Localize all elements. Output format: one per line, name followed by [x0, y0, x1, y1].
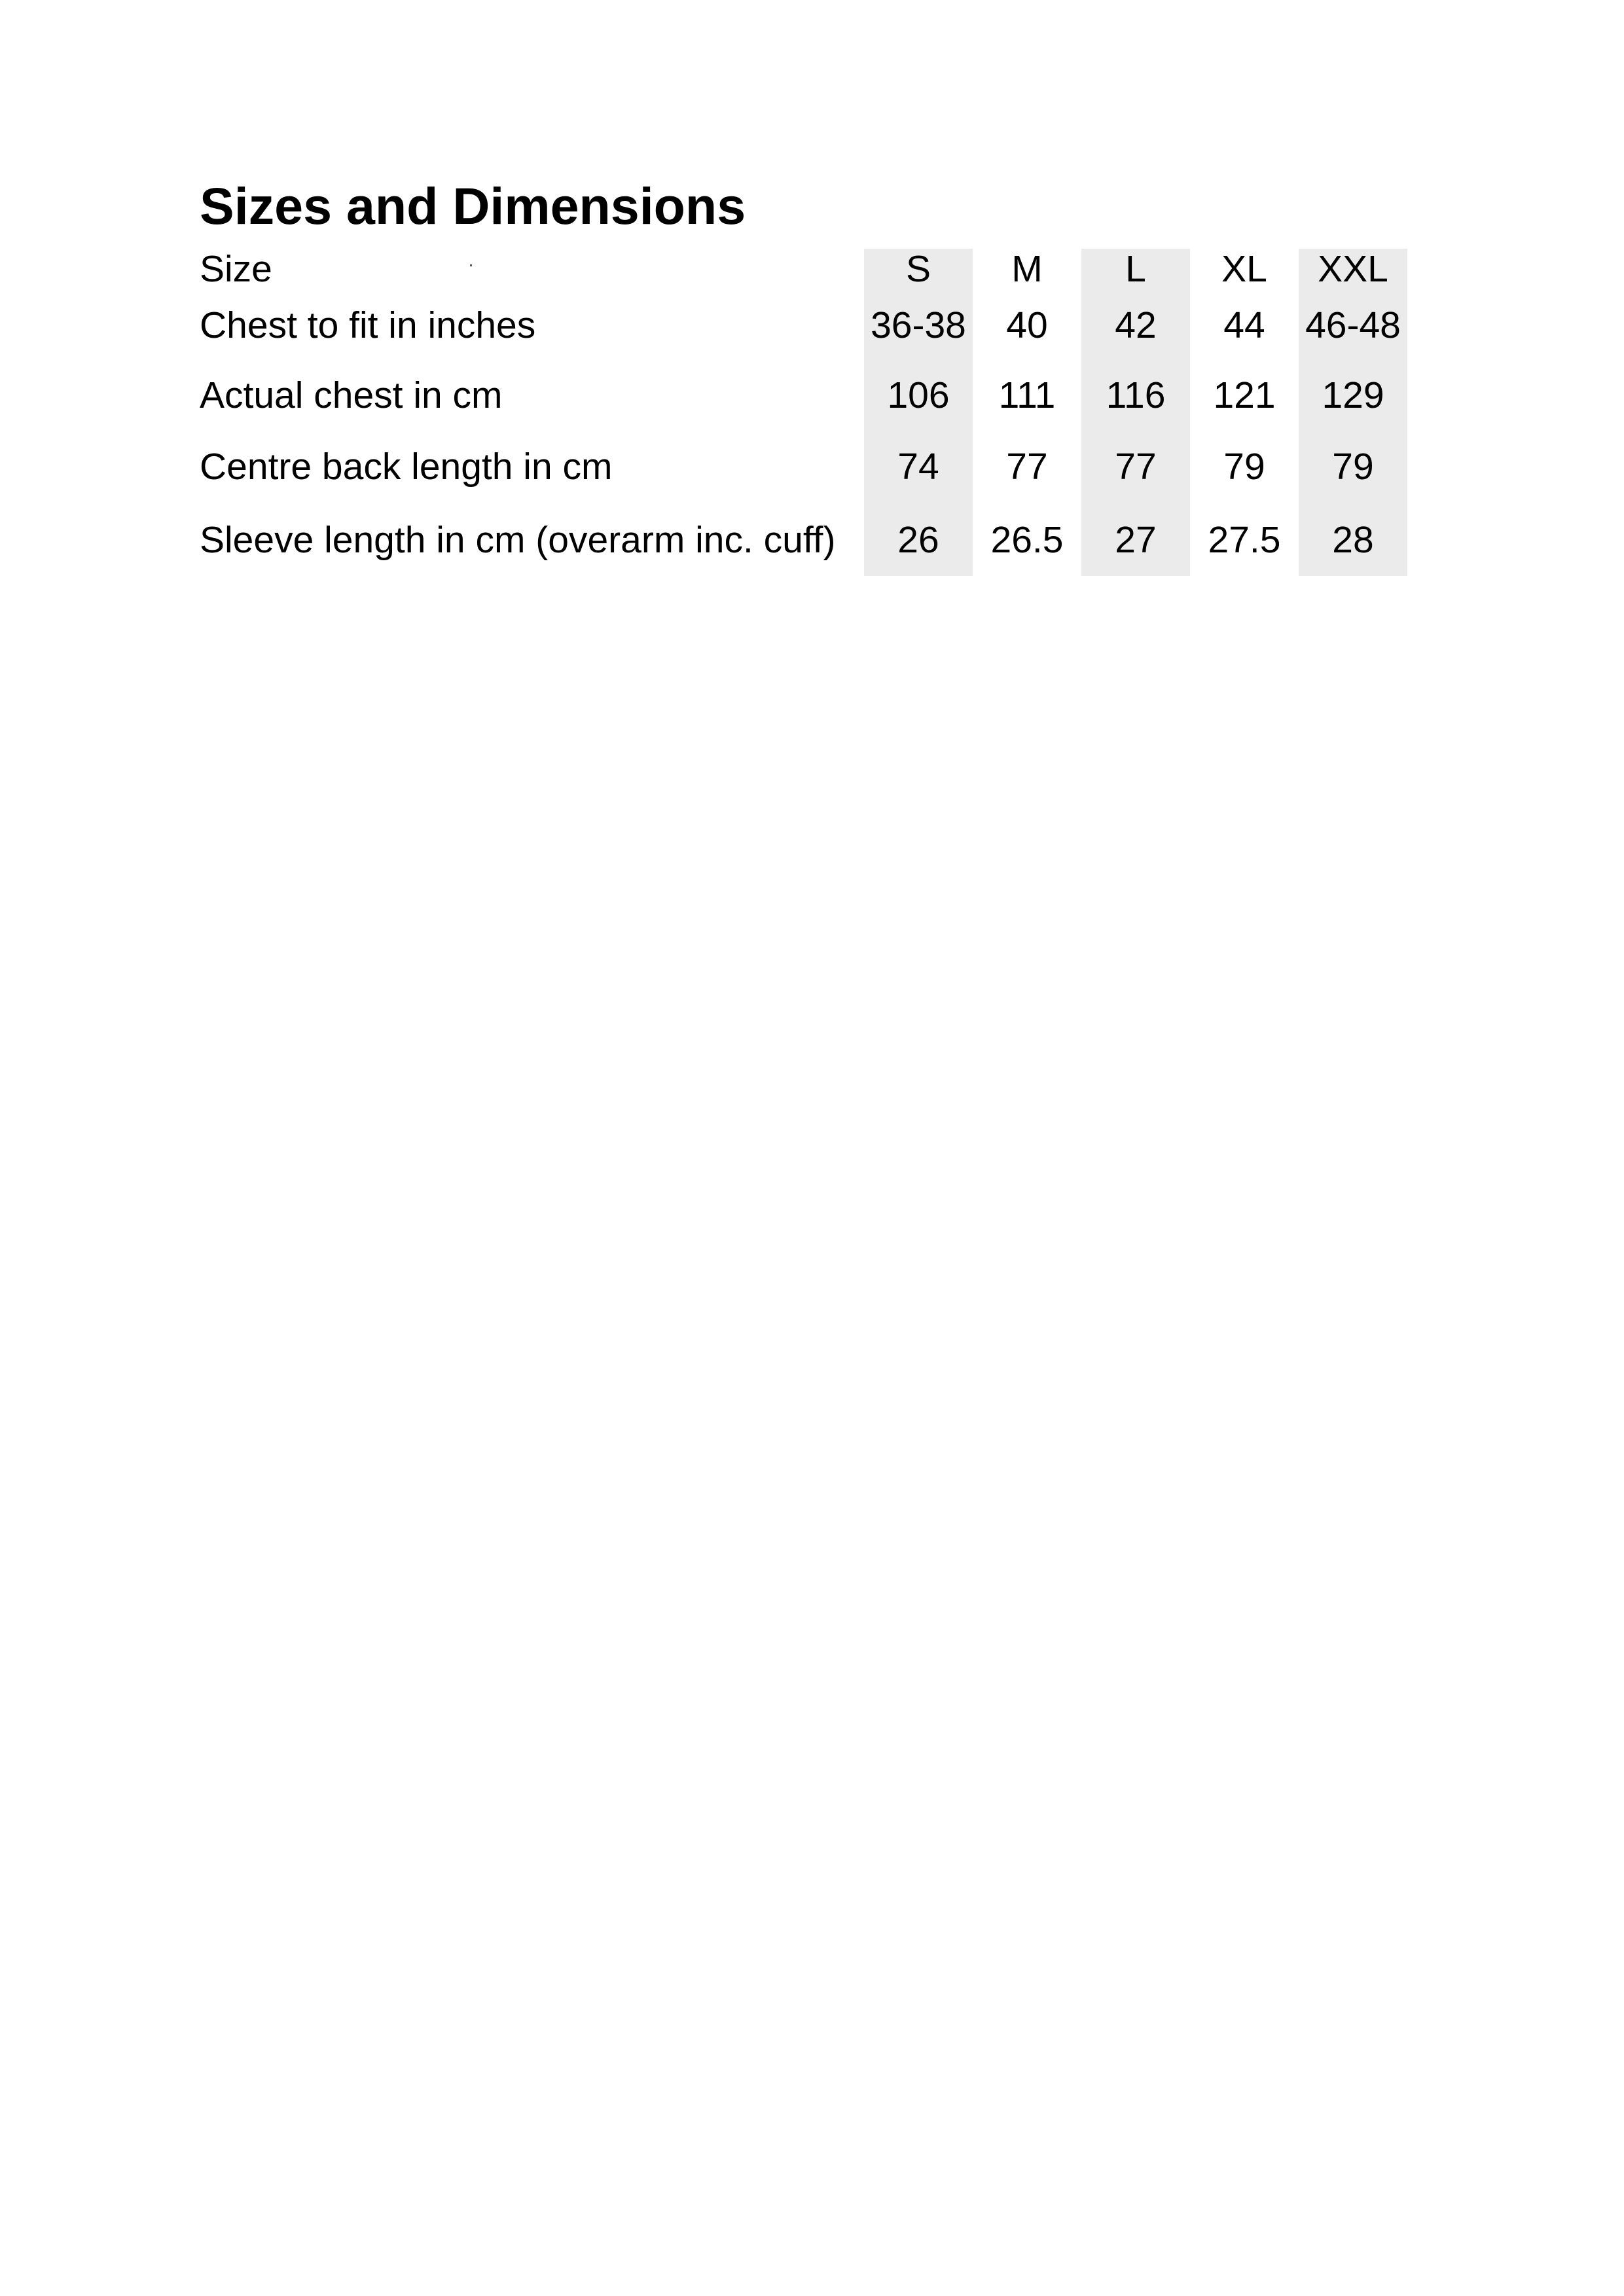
- table-cell: 44: [1223, 304, 1265, 346]
- size-table: [200, 249, 1407, 576]
- table-cell: 121: [1213, 374, 1276, 416]
- table-cell: 77: [1006, 446, 1048, 488]
- table-cell: 111: [998, 374, 1056, 416]
- size-header-l: L: [1081, 249, 1190, 289]
- table-row: [200, 504, 1407, 576]
- table-cell: 74: [864, 430, 973, 504]
- size-header-xxl: XXL: [1299, 249, 1407, 289]
- row-label-sleeve-length: Sleeve length in cm (overarm inc. cuff): [200, 518, 836, 561]
- table-cell: 42: [1081, 289, 1190, 361]
- table-cell: 40: [1006, 304, 1048, 346]
- table-cell: 116: [1081, 361, 1190, 430]
- table-row: [200, 289, 1407, 361]
- table-cell: 79: [1299, 430, 1407, 504]
- size-label: Size: [200, 247, 272, 290]
- table-cell: 129: [1299, 361, 1407, 430]
- row-label-actual-chest: Actual chest in cm: [200, 374, 503, 416]
- size-header-m: M: [1011, 247, 1043, 290]
- table-cell: 77: [1081, 430, 1190, 504]
- row-label-centre-back-length: Centre back length in cm: [200, 446, 613, 488]
- table-cell: 26: [864, 504, 973, 576]
- size-header-s: S: [864, 249, 973, 289]
- row-label-chest-to-fit: Chest to fit in inches: [200, 304, 536, 346]
- table-cell: 27.5: [1208, 518, 1281, 561]
- table-cell: 26.5: [990, 518, 1064, 561]
- table-cell: 28: [1299, 504, 1407, 576]
- table-cell: 27: [1081, 504, 1190, 576]
- table-cell: 79: [1223, 446, 1265, 488]
- table-row: [200, 430, 1407, 504]
- table-cell: 46-48: [1299, 289, 1407, 361]
- table-row: [200, 361, 1407, 430]
- size-header-xl: XL: [1221, 247, 1267, 290]
- table-cell: 106: [864, 361, 973, 430]
- table-header-row: [200, 249, 1407, 289]
- table-cell: 36-38: [864, 289, 973, 361]
- page-title: Sizes and Dimensions: [200, 177, 746, 235]
